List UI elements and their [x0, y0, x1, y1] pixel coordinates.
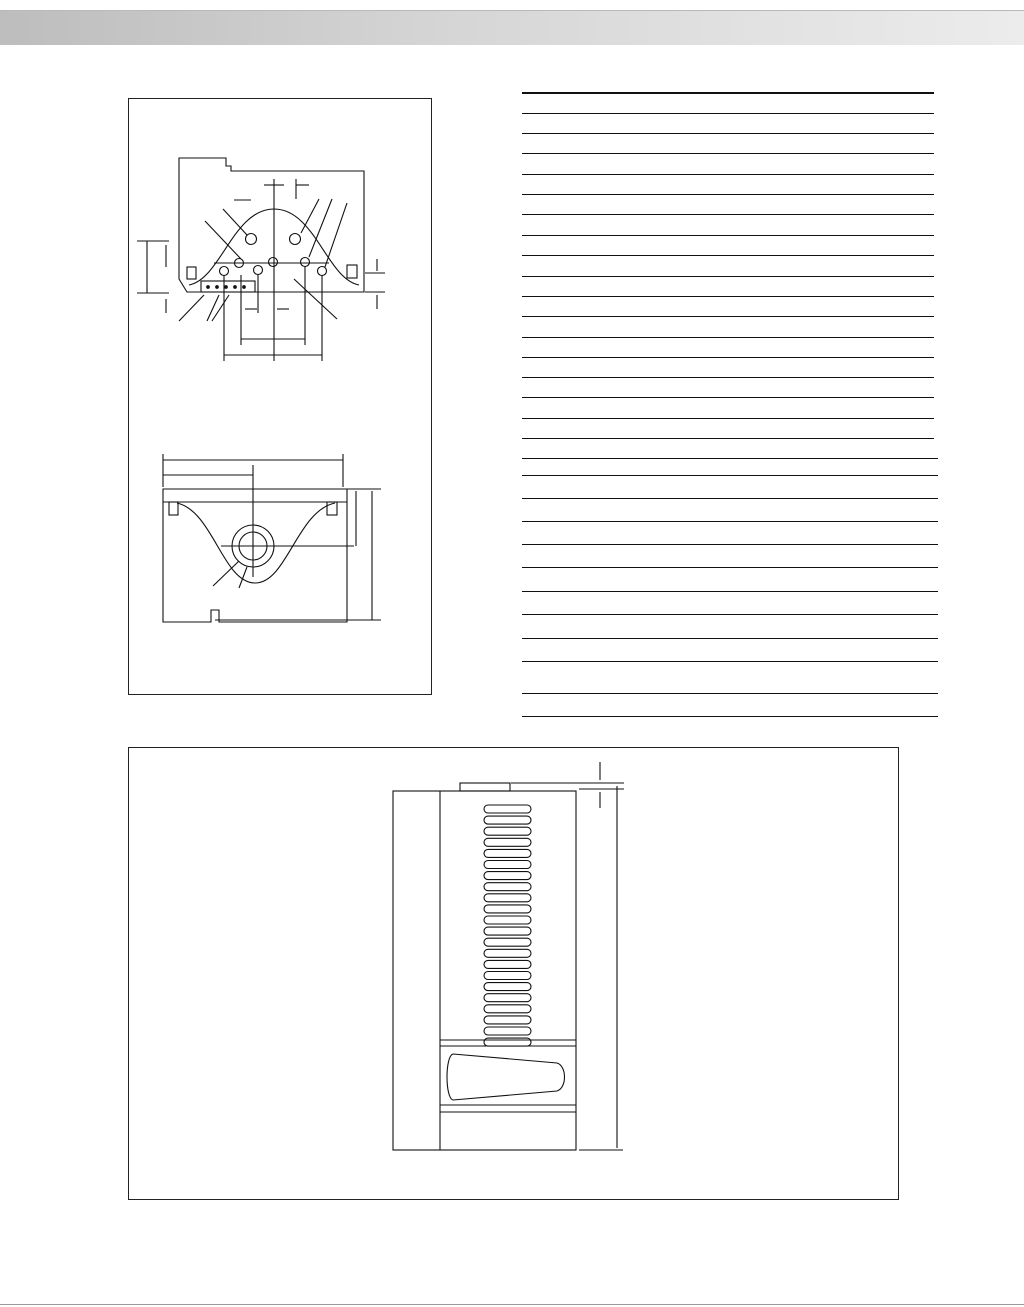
access-window	[447, 1054, 565, 1100]
diagram-panel-front	[128, 747, 899, 1200]
rear-foot-left	[187, 267, 196, 279]
table-row	[522, 438, 934, 439]
fin	[484, 927, 531, 935]
table-row	[522, 591, 938, 592]
fin	[484, 1005, 531, 1013]
bottom-rule	[0, 1304, 1024, 1305]
fin	[484, 949, 531, 957]
fin	[484, 816, 531, 824]
fin	[484, 983, 531, 991]
table-row	[522, 337, 934, 338]
fin	[484, 1027, 531, 1035]
front-flue-collar	[460, 783, 510, 791]
fin	[484, 916, 531, 924]
table-row	[522, 498, 938, 499]
fin	[484, 960, 531, 968]
table-header-rule	[522, 92, 934, 94]
table-row	[522, 397, 934, 398]
front-view-diagram	[393, 762, 624, 1150]
fin	[484, 805, 531, 813]
table-row	[522, 235, 934, 236]
table-row	[522, 113, 934, 114]
diagram-panel-rear-top	[128, 98, 432, 695]
table-row	[522, 214, 934, 215]
hole-4	[269, 258, 278, 267]
rear-foot-right	[347, 265, 357, 278]
table-row	[522, 174, 934, 175]
table-row	[522, 316, 934, 317]
cooling-fins	[484, 805, 531, 1046]
table-row	[522, 377, 934, 378]
fin	[484, 994, 531, 1002]
hole-1	[246, 234, 257, 245]
table-row	[522, 255, 934, 256]
hole-5	[301, 258, 310, 267]
table-row	[522, 357, 934, 358]
table-row	[522, 133, 934, 134]
fin	[484, 861, 531, 869]
spec-table	[522, 0, 940, 720]
hole-6	[220, 267, 229, 276]
top-view-outline	[163, 489, 347, 622]
table-row	[522, 638, 938, 639]
hole-8	[318, 267, 327, 276]
rear-view-outline	[179, 158, 364, 292]
table-row	[522, 614, 938, 615]
table-row	[522, 567, 938, 568]
table-row	[522, 475, 938, 476]
table-row	[522, 661, 938, 662]
front-view-drawing	[129, 748, 900, 1201]
fin	[484, 883, 531, 891]
table-row	[522, 194, 934, 195]
fin	[484, 1016, 531, 1024]
fin	[484, 938, 531, 946]
top-view-diagram	[163, 454, 381, 622]
table-row	[522, 716, 938, 717]
fin	[484, 849, 531, 857]
fin	[484, 905, 531, 913]
hole-2	[290, 234, 301, 245]
top-view-bell-curve	[177, 503, 335, 583]
fin	[484, 827, 531, 835]
top-foot-left	[169, 502, 178, 515]
table-row	[522, 296, 934, 297]
fin	[484, 872, 531, 880]
fin	[484, 1038, 531, 1046]
table-row	[522, 521, 938, 522]
table-row	[522, 418, 934, 419]
table-row	[522, 693, 938, 694]
rear-view-diagram	[137, 158, 385, 361]
table-row	[522, 153, 934, 154]
table-row	[522, 458, 938, 459]
table-row	[522, 544, 938, 545]
hole-7	[254, 266, 263, 275]
fin	[484, 838, 531, 846]
table-row	[522, 276, 934, 277]
rear-and-top-view-drawing	[129, 99, 433, 696]
fin	[484, 894, 531, 902]
fin	[484, 972, 531, 980]
